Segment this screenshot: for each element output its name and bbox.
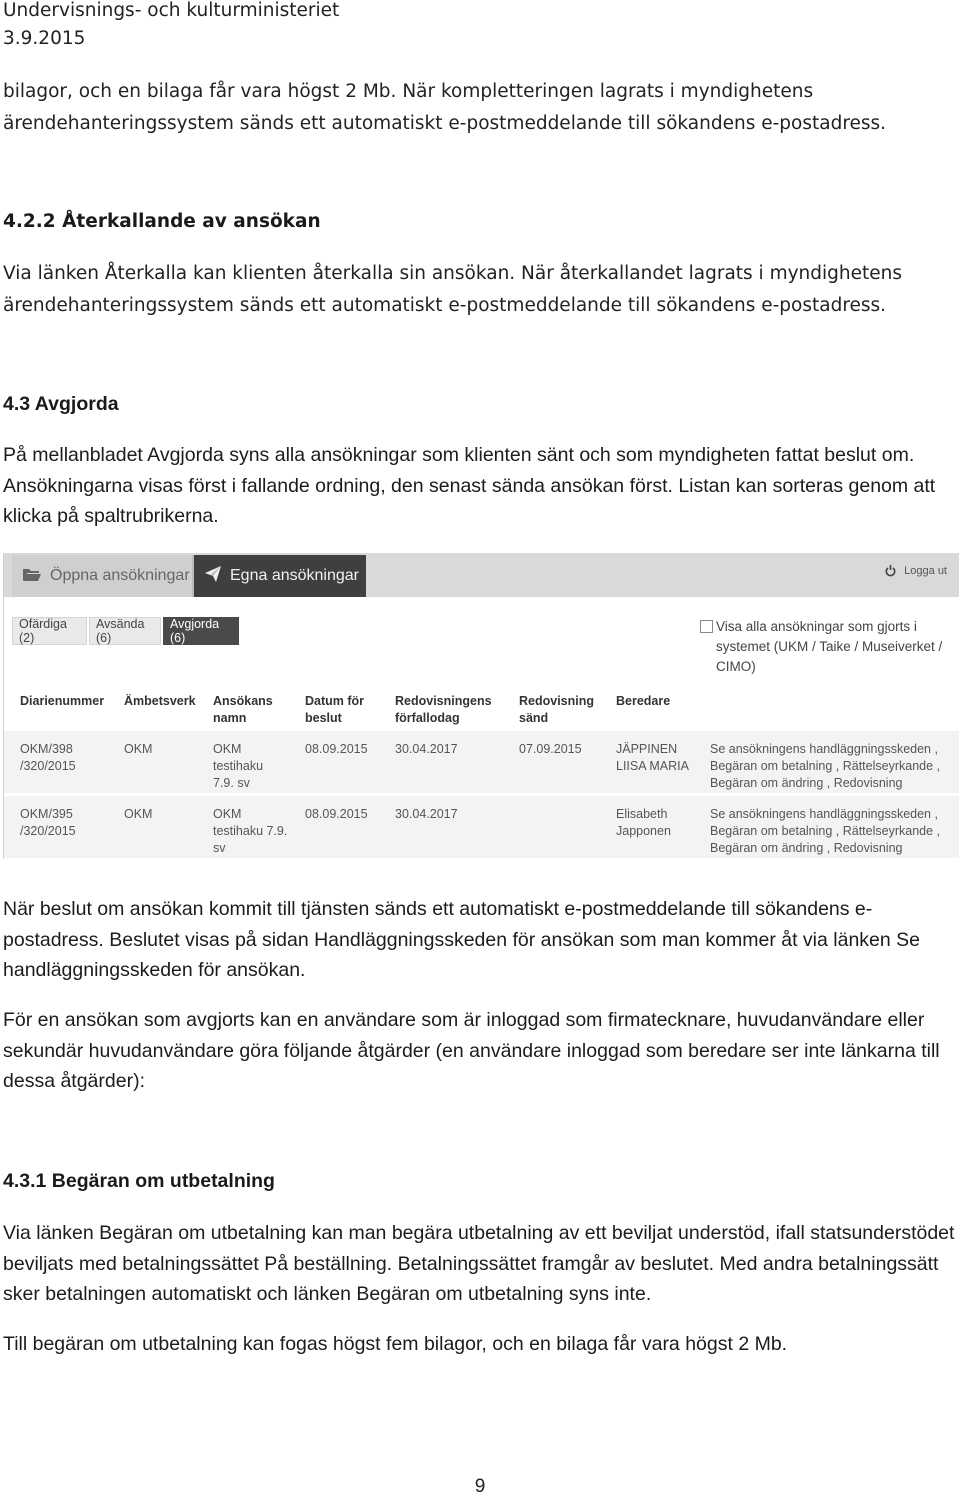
cell-beredare: JÄPPINEN LIISA MARIA bbox=[616, 742, 689, 773]
cell-ambetsverk: OKM bbox=[124, 742, 153, 756]
applications-screenshot bbox=[3, 553, 959, 859]
paragraph-beslut: När beslut om ansökan kommit till tjänsten sänds ett automatiskt e-postmeddelande till sökandens e-postadress. Beslutet visas på sidan Handläggningsskeden för ansökan som man kommer åt via länken Se handläggningsskeden för ansökan. bbox=[3, 898, 921, 981]
logout-label: Logga ut bbox=[904, 565, 947, 577]
paragraph-atgarder: För en ansökan som avgjorts kan en användare som är inloggad som firmatecknare, huvudanvändare eller sekundär huvudanvändare göra följande åtgärder (en användare inloggad som beredare ser inte länkarna till dessa åtgärder): bbox=[3, 1009, 940, 1092]
row-action-links[interactable] bbox=[710, 741, 959, 792]
cell-diarienummer: OKM/398 /320/2015 bbox=[20, 742, 76, 773]
power-icon bbox=[885, 565, 896, 577]
section-heading-431: 4.3.1 Begäran om utbetalning bbox=[3, 1170, 275, 1192]
link-betalning-rattelse[interactable]: Begäran om betalning , Rättelseyrkande , bbox=[710, 824, 940, 838]
intro-paragraph: bilagor, och en bilaga får vara högst 2 Mb. När kompletteringen lagrats i myndighetens ärendehanteringssystem sänds ett automatiskt e-postmeddelande till sökandens e-postadress. bbox=[3, 81, 887, 134]
link-andring-redovisning[interactable]: Begäran om ändring , Redovisning bbox=[710, 776, 903, 790]
cell-sand: 07.09.2015 bbox=[519, 742, 582, 756]
folder-open-icon bbox=[22, 566, 42, 587]
paper-plane-icon bbox=[204, 565, 222, 588]
tab-own-applications-label: Egna ansökningar bbox=[230, 567, 359, 584]
checkbox-box[interactable] bbox=[700, 620, 713, 633]
tab-open-applications[interactable] bbox=[12, 555, 194, 597]
subtab-unfinished[interactable]: Ofärdiga (2) bbox=[12, 617, 87, 645]
section-text-431-bilagor: Till begäran om utbetalning kan fogas högst fem bilagor, och en bilaga får vara högst 2 Mb. bbox=[3, 1333, 788, 1355]
cell-beslut: 08.09.2015 bbox=[305, 742, 368, 756]
column-header-diarienummer[interactable]: Diarienummer bbox=[20, 694, 105, 708]
section-heading-422: 4.2.2 Återkallande av ansökan bbox=[3, 211, 321, 232]
column-header-beslut[interactable]: Datum för beslut bbox=[305, 694, 365, 725]
subtab-decided[interactable]: Avgjorda (6) bbox=[163, 617, 239, 645]
show-all-label: Visa alla ansökningar som gjorts i systemet (UKM / Taike / Museiverket / CIMO) bbox=[716, 619, 943, 674]
column-header-beredare[interactable]: Beredare bbox=[616, 694, 671, 708]
column-header-sand[interactable]: Redovisning sänd bbox=[519, 694, 595, 725]
section-text-431: Via länken Begäran om utbetalning kan man begära utbetalning av ett beviljat understöd, ifall statsunderstödet beviljats med betalningssättet På beställning. Betalningssättet framgår av beslutet. Med andra betalningssätt sker betalningen automatiskt och länken Begäran om utbetalning syns inte. bbox=[3, 1222, 955, 1305]
cell-diarienummer: OKM/395 /320/2015 bbox=[20, 807, 76, 838]
cell-beslut: 08.09.2015 bbox=[305, 807, 368, 821]
row-action-links[interactable] bbox=[710, 806, 959, 857]
link-betalning-rattelse[interactable]: Begäran om betalning , Rättelseyrkande , bbox=[710, 759, 940, 773]
tab-open-applications-label: Öppna ansökningar bbox=[50, 567, 190, 584]
header-org: Undervisnings- och kulturministeriet bbox=[3, 0, 340, 21]
link-handlaggningsskeden[interactable]: Se ansökningens handläggningsskeden , bbox=[710, 807, 938, 821]
section-text-43: På mellanbladet Avgjorda syns alla ansökningar som klienten sänt och som myndigheten fattat beslut om. Ansökningarna visas först i fallande ordning, den senast sända ansökan först. Listan kan sorteras genom att klicka på spaltrubrikerna. bbox=[3, 444, 936, 527]
tab-own-applications[interactable] bbox=[194, 555, 366, 597]
page-number: 9 bbox=[474, 1476, 486, 1497]
logout-link[interactable] bbox=[885, 565, 947, 577]
link-andring-redovisning[interactable]: Begäran om ändring , Redovisning bbox=[710, 841, 903, 855]
link-handlaggningsskeden[interactable]: Se ansökningens handläggningsskeden , bbox=[710, 742, 938, 756]
cell-beredare: Elisabeth Japponen bbox=[616, 807, 671, 838]
column-header-ambetsverk[interactable]: Ämbetsverk bbox=[124, 694, 196, 708]
section-text-422: Via länken Återkalla kan klienten återkalla sin ansökan. När återkallandet lagrats i myndighetens ärendehanteringssystem sänds ett automatiskt e-postmeddelande till sökandens e-postadress. bbox=[3, 263, 903, 316]
cell-ambetsverk: OKM bbox=[124, 807, 153, 821]
cell-namn: OKM testihaku 7.9. sv bbox=[213, 742, 264, 790]
show-all-checkbox[interactable] bbox=[700, 617, 950, 677]
column-header-namn[interactable]: Ansökans namn bbox=[213, 694, 273, 725]
cell-namn: OKM testihaku 7.9. sv bbox=[213, 807, 288, 855]
cell-forfallodag: 30.04.2017 bbox=[395, 807, 458, 821]
cell-forfallodag: 30.04.2017 bbox=[395, 742, 458, 756]
header-date: 3.9.2015 bbox=[3, 28, 86, 49]
subtab-sent[interactable]: Avsända (6) bbox=[89, 617, 161, 645]
section-heading-43: 4.3 Avgjorda bbox=[3, 393, 119, 415]
column-header-forfallodag[interactable]: Redovisningens förfallodag bbox=[395, 694, 492, 725]
